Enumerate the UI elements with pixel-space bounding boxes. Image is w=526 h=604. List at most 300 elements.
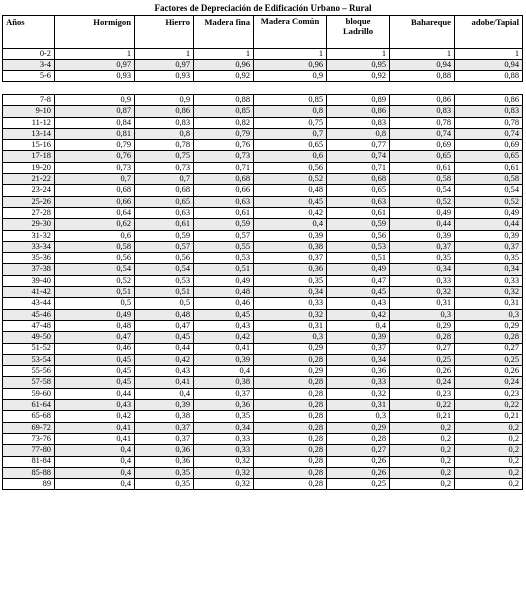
factor-cell: 0,66 (55, 196, 135, 207)
age-range-cell: 37-38 (3, 264, 55, 275)
factor-cell: 0,28 (254, 354, 327, 365)
table-row (3, 298, 523, 309)
factor-cell: 0,54 (390, 185, 455, 196)
factor-cell: 0,37 (390, 241, 455, 252)
factor-cell: 0,52 (254, 174, 327, 185)
factor-cell: 0,69 (390, 140, 455, 151)
factor-cell: 0,25 (455, 354, 523, 365)
factor-cell: 0,41 (55, 433, 135, 444)
factor-cell: 0,44 (455, 219, 523, 230)
factor-cell: 0,59 (194, 219, 254, 230)
factor-cell: 0,49 (55, 309, 135, 320)
factor-cell: 0,51 (135, 287, 194, 298)
age-range-cell: 47-48 (3, 320, 55, 331)
factor-cell: 0,47 (135, 320, 194, 331)
age-range-cell: 11-12 (3, 117, 55, 128)
factor-cell: 0,63 (194, 196, 254, 207)
factor-cell: 0,4 (135, 388, 194, 399)
table-row (3, 230, 523, 241)
factor-cell: 0,61 (390, 162, 455, 173)
table-row (3, 400, 523, 411)
table-row (3, 388, 523, 399)
factor-cell: 0,45 (194, 309, 254, 320)
factor-cell: 0,66 (194, 185, 254, 196)
age-range-cell: 59-60 (3, 388, 55, 399)
factor-cell: 0,96 (254, 60, 327, 71)
factor-cell: 0,49 (327, 264, 390, 275)
factor-cell: 0,28 (254, 456, 327, 467)
factor-cell: 0,36 (327, 366, 390, 377)
factor-cell: 0,4 (55, 456, 135, 467)
factor-cell: 0,27 (327, 445, 390, 456)
factor-cell: 0,7 (254, 128, 327, 139)
factor-cell: 0,45 (55, 354, 135, 365)
factor-cell: 0,51 (194, 264, 254, 275)
factor-cell: 0,68 (55, 185, 135, 196)
factor-cell: 0,3 (327, 411, 390, 422)
factor-cell: 0,4 (327, 320, 390, 331)
factor-cell: 0,78 (455, 117, 523, 128)
factor-cell: 0,52 (55, 275, 135, 286)
table-row (3, 354, 523, 365)
factor-cell: 0,8 (254, 106, 327, 117)
factor-cell: 0,32 (194, 467, 254, 478)
age-range-cell: 41-42 (3, 287, 55, 298)
factor-cell: 0,86 (455, 95, 523, 106)
age-range-cell: 25-26 (3, 196, 55, 207)
factor-cell: 0,44 (55, 388, 135, 399)
factor-cell: 0,96 (194, 60, 254, 71)
factor-cell: 0,56 (327, 230, 390, 241)
factor-cell: 0,56 (135, 253, 194, 264)
factor-cell: 0,88 (390, 71, 455, 82)
factor-cell: 0,78 (135, 140, 194, 151)
factor-cell: 0,39 (135, 400, 194, 411)
depreciation-table-top (2, 15, 523, 82)
table-row (3, 185, 523, 196)
factor-cell: 0,83 (135, 117, 194, 128)
factor-cell: 0,43 (55, 400, 135, 411)
factor-cell: 0,63 (327, 196, 390, 207)
table-row (3, 343, 523, 354)
factor-cell: 0,39 (390, 230, 455, 241)
factor-cell: 0,43 (194, 320, 254, 331)
factor-cell: 0,42 (327, 309, 390, 320)
age-range-cell: 19-20 (3, 162, 55, 173)
factor-cell: 0,65 (390, 151, 455, 162)
factor-cell: 0,46 (55, 343, 135, 354)
column-header-adobe-tapial: adobe/Tapial (455, 16, 523, 49)
factor-cell: 0,33 (194, 433, 254, 444)
factor-cell: 0,2 (390, 433, 455, 444)
factor-cell: 0,37 (254, 253, 327, 264)
factor-cell: 0,24 (390, 377, 455, 388)
factor-cell: 0,93 (135, 71, 194, 82)
factor-cell: 0,32 (254, 309, 327, 320)
factor-cell: 0,9 (254, 71, 327, 82)
factor-cell: 0,32 (390, 287, 455, 298)
age-range-cell: 61-64 (3, 400, 55, 411)
factor-cell: 0,92 (327, 71, 390, 82)
factor-cell: 0,65 (455, 151, 523, 162)
table-row (3, 128, 523, 139)
factor-cell: 0,26 (327, 456, 390, 467)
factor-cell: 0,82 (194, 117, 254, 128)
factor-cell: 0,47 (55, 332, 135, 343)
factor-cell: 0,52 (455, 196, 523, 207)
table-row (3, 60, 523, 71)
factor-cell: 0,29 (455, 320, 523, 331)
factor-cell: 0,28 (254, 433, 327, 444)
factor-cell: 0,74 (455, 128, 523, 139)
column-header-bloque-ladrillo: bloque Ladrillo (327, 16, 390, 49)
factor-cell: 0,31 (390, 298, 455, 309)
age-range-cell: 9-10 (3, 106, 55, 117)
table-row (3, 253, 523, 264)
age-range-cell: 27-28 (3, 207, 55, 218)
factor-cell: 0,94 (455, 60, 523, 71)
factor-cell: 0,49 (194, 275, 254, 286)
factor-cell: 0,49 (455, 207, 523, 218)
factor-cell: 0,56 (55, 253, 135, 264)
factor-cell: 0,71 (194, 162, 254, 173)
factor-cell: 0,35 (194, 411, 254, 422)
factor-cell: 0,28 (327, 433, 390, 444)
table-row (3, 445, 523, 456)
factor-cell: 0,4 (194, 366, 254, 377)
factor-cell: 0,52 (390, 196, 455, 207)
factor-cell: 0,31 (455, 298, 523, 309)
factor-cell: 1 (135, 49, 194, 60)
factor-cell: 0,43 (327, 298, 390, 309)
age-range-cell: 3-4 (3, 60, 55, 71)
table-row (3, 106, 523, 117)
factor-cell: 0,75 (254, 117, 327, 128)
factor-cell: 0,88 (455, 71, 523, 82)
factor-cell: 1 (327, 49, 390, 60)
factor-cell: 0,83 (327, 117, 390, 128)
factor-cell: 0,22 (390, 400, 455, 411)
factor-cell: 0,31 (254, 320, 327, 331)
factor-cell: 0,44 (390, 219, 455, 230)
factor-cell: 0,65 (254, 140, 327, 151)
factor-cell: 0,57 (135, 241, 194, 252)
table-row (3, 320, 523, 331)
factor-cell: 0,21 (455, 411, 523, 422)
factor-cell: 0,35 (135, 479, 194, 490)
factor-cell: 0,26 (455, 366, 523, 377)
factor-cell: 0,59 (135, 230, 194, 241)
factor-cell: 0,48 (55, 320, 135, 331)
factor-cell: 0,2 (390, 445, 455, 456)
table-row (3, 275, 523, 286)
factor-cell: 0,42 (135, 354, 194, 365)
factor-cell: 0,28 (254, 445, 327, 456)
factor-cell: 0,83 (390, 106, 455, 117)
factor-cell: 0,32 (327, 388, 390, 399)
factor-cell: 0,39 (455, 230, 523, 241)
factor-cell: 0,65 (327, 185, 390, 196)
factor-cell: 0,45 (327, 287, 390, 298)
age-range-cell: 77-80 (3, 445, 55, 456)
factor-cell: 1 (390, 49, 455, 60)
factor-cell: 0,2 (390, 422, 455, 433)
factor-cell: 0,37 (135, 422, 194, 433)
table-title: Factores de Depreciación de Edificación Urbano – Rural (154, 3, 372, 13)
factor-cell: 0,37 (194, 388, 254, 399)
table-row (3, 366, 523, 377)
factor-cell: 0,39 (254, 230, 327, 241)
age-range-cell: 89 (3, 479, 55, 490)
age-range-cell: 49-50 (3, 332, 55, 343)
age-range-cell: 81-84 (3, 456, 55, 467)
factor-cell: 0,51 (55, 287, 135, 298)
factor-cell: 0,45 (55, 377, 135, 388)
factor-cell: 1 (254, 49, 327, 60)
factor-cell: 0,45 (55, 366, 135, 377)
factor-cell: 0,47 (327, 275, 390, 286)
table-row (3, 219, 523, 230)
factor-cell: 0,36 (135, 456, 194, 467)
factor-cell: 0,38 (135, 411, 194, 422)
factor-cell: 0,27 (455, 343, 523, 354)
table-row (3, 49, 523, 60)
age-range-cell: 21-22 (3, 174, 55, 185)
table-row (3, 117, 523, 128)
factor-cell: 0,65 (135, 196, 194, 207)
factor-cell: 0,75 (135, 151, 194, 162)
factor-cell: 0,71 (327, 162, 390, 173)
factor-cell: 0,48 (254, 185, 327, 196)
factor-cell: 0,24 (455, 377, 523, 388)
factor-cell: 0,6 (254, 151, 327, 162)
table-row (3, 332, 523, 343)
factor-cell: 0,95 (327, 60, 390, 71)
factor-cell: 0,3 (254, 332, 327, 343)
factor-cell: 0,35 (135, 467, 194, 478)
factor-cell: 0,4 (254, 219, 327, 230)
factor-cell: 0,58 (455, 174, 523, 185)
factor-cell: 0,41 (55, 422, 135, 433)
age-range-cell: 0-2 (3, 49, 55, 60)
age-range-cell: 17-18 (3, 151, 55, 162)
table-row (3, 411, 523, 422)
factor-cell: 0,44 (135, 343, 194, 354)
factor-cell: 0,2 (390, 456, 455, 467)
factor-cell: 0,88 (194, 95, 254, 106)
factor-cell: 0,76 (194, 140, 254, 151)
factor-cell: 0,32 (194, 456, 254, 467)
factor-cell: 0,29 (390, 320, 455, 331)
factor-cell: 0,97 (135, 60, 194, 71)
table-row (3, 151, 523, 162)
age-range-cell: 57-58 (3, 377, 55, 388)
factor-cell: 0,34 (455, 264, 523, 275)
factor-cell: 0,2 (455, 479, 523, 490)
factor-cell: 0,28 (390, 332, 455, 343)
age-range-cell: 73-76 (3, 433, 55, 444)
table-row (3, 264, 523, 275)
factor-cell: 0,45 (135, 332, 194, 343)
factor-cell: 0,45 (254, 196, 327, 207)
factor-cell: 0,34 (194, 422, 254, 433)
factor-cell: 0,5 (135, 298, 194, 309)
factor-cell: 1 (194, 49, 254, 60)
factor-cell: 0,61 (455, 162, 523, 173)
factor-cell: 0,86 (135, 106, 194, 117)
factor-cell: 0,63 (135, 207, 194, 218)
factor-cell: 0,74 (390, 128, 455, 139)
factor-cell: 0,28 (254, 377, 327, 388)
table-row (3, 422, 523, 433)
factor-cell: 0,37 (135, 433, 194, 444)
column-header-bahareque: Bahareque (390, 16, 455, 49)
age-range-cell: 43-44 (3, 298, 55, 309)
factor-cell: 0,28 (254, 467, 327, 478)
factor-cell: 0,81 (55, 128, 135, 139)
factor-cell: 0,54 (55, 264, 135, 275)
factor-cell: 1 (55, 49, 135, 60)
factor-cell: 0,7 (55, 174, 135, 185)
factor-cell: 0,61 (327, 207, 390, 218)
factor-cell: 0,36 (194, 400, 254, 411)
factor-cell: 0,48 (194, 287, 254, 298)
factor-cell: 0,6 (55, 230, 135, 241)
factor-cell: 0,76 (55, 151, 135, 162)
factor-cell: 0,39 (194, 354, 254, 365)
factor-cell: 0,55 (194, 241, 254, 252)
table-row (3, 174, 523, 185)
factor-cell: 0,26 (390, 366, 455, 377)
factor-cell: 0,34 (327, 354, 390, 365)
factor-cell: 0,32 (194, 479, 254, 490)
factor-cell: 0,35 (254, 275, 327, 286)
factor-cell: 0,78 (390, 117, 455, 128)
table-row (3, 479, 523, 490)
factor-cell: 0,42 (55, 411, 135, 422)
age-range-cell: 35-36 (3, 253, 55, 264)
factor-cell: 0,28 (254, 400, 327, 411)
factor-cell: 0,97 (55, 60, 135, 71)
table-row (3, 433, 523, 444)
table-row (3, 287, 523, 298)
age-range-cell: 31-32 (3, 230, 55, 241)
factor-cell: 0,28 (254, 411, 327, 422)
factor-cell: 0,37 (327, 343, 390, 354)
factor-cell: 0,41 (194, 343, 254, 354)
factor-cell: 0,58 (390, 174, 455, 185)
factor-cell: 0,93 (55, 71, 135, 82)
factor-cell: 1 (455, 49, 523, 60)
factor-cell: 0,4 (55, 467, 135, 478)
factor-cell: 0,5 (55, 298, 135, 309)
age-range-cell: 15-16 (3, 140, 55, 151)
age-range-cell: 29-30 (3, 219, 55, 230)
age-range-cell: 85-88 (3, 467, 55, 478)
factor-cell: 0,23 (455, 388, 523, 399)
factor-cell: 0,39 (327, 332, 390, 343)
age-range-cell: 33-34 (3, 241, 55, 252)
factor-cell: 0,28 (254, 388, 327, 399)
column-header-madera-fina: Madera fina (194, 16, 254, 49)
factor-cell: 0,73 (135, 162, 194, 173)
factor-cell: 0,29 (327, 422, 390, 433)
age-range-cell: 45-46 (3, 309, 55, 320)
factor-cell: 0,3 (390, 309, 455, 320)
factor-cell: 0,23 (390, 388, 455, 399)
table-row (3, 207, 523, 218)
factor-cell: 0,7 (135, 174, 194, 185)
factor-cell: 0,29 (254, 366, 327, 377)
depreciation-table-main (2, 94, 523, 490)
age-range-cell: 23-24 (3, 185, 55, 196)
factor-cell: 0,34 (254, 287, 327, 298)
factor-cell: 0,25 (390, 354, 455, 365)
factor-cell: 0,69 (455, 140, 523, 151)
factor-cell: 0,2 (390, 467, 455, 478)
factor-cell: 0,2 (455, 433, 523, 444)
factor-cell: 0,28 (455, 332, 523, 343)
factor-cell: 0,53 (135, 275, 194, 286)
age-range-cell: 53-54 (3, 354, 55, 365)
factor-cell: 0,2 (455, 467, 523, 478)
factor-cell: 0,42 (254, 207, 327, 218)
column-header-anios: Años (3, 16, 55, 49)
factor-cell: 0,35 (390, 253, 455, 264)
factor-cell: 0,21 (390, 411, 455, 422)
factor-cell: 0,54 (455, 185, 523, 196)
factor-cell: 0,61 (194, 207, 254, 218)
age-range-cell: 51-52 (3, 343, 55, 354)
factor-cell: 0,83 (455, 106, 523, 117)
factor-cell: 0,85 (194, 106, 254, 117)
table-row (3, 196, 523, 207)
factor-cell: 0,27 (390, 343, 455, 354)
factor-cell: 0,73 (194, 151, 254, 162)
factor-cell: 0,35 (455, 253, 523, 264)
factor-cell: 0,94 (390, 60, 455, 71)
factor-cell: 0,3 (455, 309, 523, 320)
factor-cell: 0,56 (254, 162, 327, 173)
factor-cell: 0,86 (327, 106, 390, 117)
factor-cell: 0,25 (327, 479, 390, 490)
factor-cell: 0,84 (55, 117, 135, 128)
factor-cell: 0,68 (327, 174, 390, 185)
factor-cell: 0,9 (135, 95, 194, 106)
factor-cell: 0,46 (194, 298, 254, 309)
factor-cell: 0,42 (194, 332, 254, 343)
factor-cell: 0,64 (55, 207, 135, 218)
factor-cell: 0,59 (327, 219, 390, 230)
factor-cell: 0,4 (55, 445, 135, 456)
factor-cell: 0,33 (194, 445, 254, 456)
table-row (3, 309, 523, 320)
factor-cell: 0,37 (455, 241, 523, 252)
factor-cell: 0,9 (55, 95, 135, 106)
factor-cell: 0,29 (254, 343, 327, 354)
factor-cell: 0,33 (455, 275, 523, 286)
factor-cell: 0,36 (135, 445, 194, 456)
age-range-cell: 5-6 (3, 71, 55, 82)
factor-cell: 0,28 (254, 479, 327, 490)
factor-cell: 0,77 (327, 140, 390, 151)
factor-cell: 0,38 (254, 241, 327, 252)
factor-cell: 0,89 (327, 95, 390, 106)
factor-cell: 0,8 (135, 128, 194, 139)
table-row (3, 162, 523, 173)
factor-cell: 0,38 (194, 377, 254, 388)
table-row (3, 241, 523, 252)
